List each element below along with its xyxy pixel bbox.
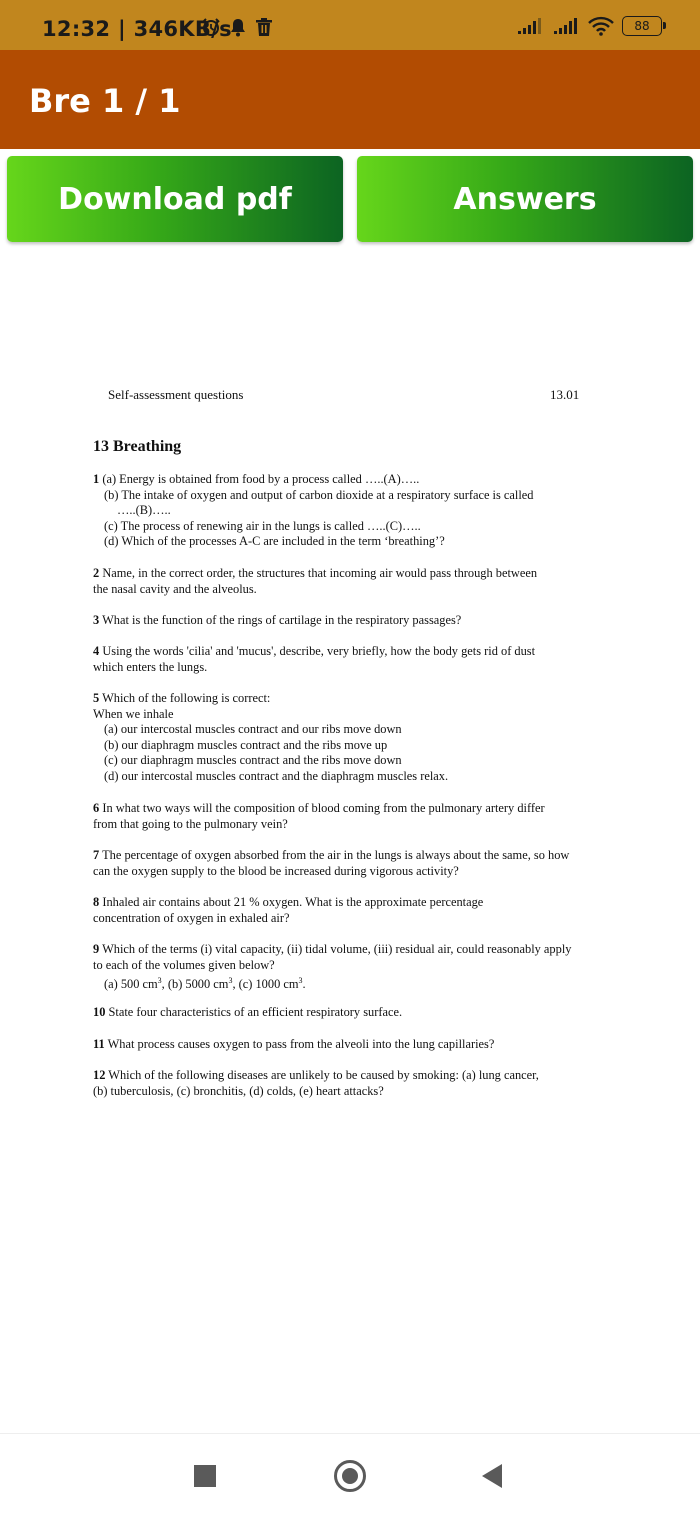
wifi-icon	[588, 16, 614, 36]
superscript: 3	[228, 976, 233, 986]
punctuation: .	[302, 977, 306, 992]
question-text: which enters the lungs.	[93, 659, 208, 674]
trash-icon	[255, 17, 273, 37]
app-bar	[0, 50, 700, 149]
superscript: 3	[298, 976, 303, 986]
status-time: 12:32 | 346KB/s	[42, 17, 232, 41]
question-text: (d) our intercostal muscles contract and the diaphragm muscles relax.	[104, 768, 449, 783]
question-text: (c) our diaphragm muscles contract and the ribs move down	[104, 753, 402, 768]
question-text: the nasal cavity and the alveolus.	[93, 581, 257, 596]
pdf-page[interactable]	[0, 250, 700, 1430]
question-number: 8	[93, 895, 100, 909]
home-circle-icon[interactable]	[334, 1460, 366, 1492]
question-3	[93, 613, 628, 629]
question-9	[93, 942, 628, 993]
volume-a: (a) 500 cm	[104, 977, 158, 992]
question-number: 11	[93, 1037, 105, 1051]
question-number: 6	[93, 801, 100, 815]
question-number: 5	[93, 691, 100, 705]
question-11	[93, 1037, 628, 1053]
question-text: concentration of oxygen in exhaled air?	[93, 910, 290, 925]
answers-button[interactable]	[357, 156, 693, 242]
question-text: Which of the terms (i) vital capacity, (ii) tidal volume, (iii) residual air, could reasonably apply	[102, 942, 572, 956]
question-number: 1	[93, 472, 100, 486]
question-number: 10	[93, 1005, 106, 1019]
signal-icon	[552, 17, 580, 35]
doc-header-right: 13.01	[550, 387, 580, 402]
question-text: What is the function of the rings of cartilage in the respiratory passages?	[102, 613, 462, 627]
question-text: to each of the volumes given below?	[93, 957, 275, 972]
question-text: Inhaled air contains about 21 % oxygen. What is the approximate percentage	[102, 895, 484, 909]
question-number: 7	[93, 848, 100, 862]
question-text: (b) our diaphragm muscles contract and the ribs move up	[104, 737, 388, 752]
download-pdf-label: Download pdf	[58, 181, 292, 217]
question-text: (d) Which of the processes A-C are included in the term ‘breathing’?	[104, 534, 445, 549]
superscript: 3	[157, 976, 162, 986]
status-icons-left	[201, 17, 273, 37]
answers-label: Answers	[453, 181, 597, 217]
question-text: …..(B)…..	[117, 503, 171, 518]
question-text: (b) tuberculosis, (c) bronchitis, (d) colds, (e) heart attacks?	[93, 1083, 384, 1098]
volume-b: , (b) 5000 cm	[161, 977, 229, 992]
question-text: (a) Energy is obtained from food by a process called …..(A)…..	[102, 472, 420, 486]
question-text: (a) our intercostal muscles contract and our ribs move down	[104, 722, 402, 737]
status-bar	[0, 0, 700, 50]
doc-header-left: Self-assessment questions	[108, 387, 244, 402]
status-network-speed: 346KB/s	[133, 17, 232, 41]
question-text: When we inhale	[93, 706, 174, 721]
question-text: from that going to the pulmonary vein?	[93, 816, 288, 831]
question-text: Using the words 'cilia' and 'mucus', describe, very briefly, how the body gets rid of dust	[102, 644, 536, 658]
question-4	[93, 644, 628, 675]
signal-icon	[516, 17, 544, 35]
question-12	[93, 1068, 628, 1099]
volume-c: , (c) 1000 cm	[232, 977, 299, 992]
question-text: (c) The process of renewing air in the lungs is called …..(C)…..	[104, 518, 421, 533]
question-10	[93, 1005, 628, 1021]
status-icons-right	[516, 16, 662, 36]
question-text: What process causes oxygen to pass from the alveoli into the lung capillaries?	[107, 1037, 495, 1051]
question-text: State four characteristics of an efficient respiratory surface.	[108, 1005, 403, 1019]
battery-icon	[622, 16, 662, 36]
question-1	[93, 472, 628, 550]
bell-icon	[229, 17, 247, 37]
question-number: 2	[93, 566, 100, 580]
question-text: can the oxygen supply to the blood be increased during vigorous activity?	[93, 863, 459, 878]
question-text: The percentage of oxygen absorbed from the air in the lungs is always about the same, so how	[102, 848, 570, 862]
question-number: 12	[93, 1068, 106, 1082]
alarm-icon	[201, 17, 221, 37]
question-text	[93, 973, 628, 993]
system-nav-bar	[0, 1433, 700, 1518]
question-5	[93, 691, 628, 785]
question-text: (b) The intake of oxygen and output of carbon dioxide at a respiratory surface is called	[104, 487, 534, 502]
download-pdf-button[interactable]	[7, 156, 343, 242]
question-2	[93, 566, 628, 597]
question-number: 9	[93, 942, 100, 956]
question-8	[93, 895, 628, 926]
question-7	[93, 848, 628, 879]
question-6	[93, 801, 628, 832]
question-number: 4	[93, 644, 100, 658]
battery-level: 88	[634, 19, 650, 33]
status-clock: 12:32	[42, 17, 111, 41]
doc-title: 13 Breathing	[93, 438, 182, 455]
question-text: Which of the following is correct:	[102, 691, 271, 705]
question-text: In what two ways will the composition of blood coming from the pulmonary artery differ	[102, 801, 545, 815]
back-triangle-icon[interactable]	[482, 1464, 502, 1488]
page-title: Bre 1 / 1	[29, 82, 181, 120]
recents-square-icon[interactable]	[194, 1465, 216, 1487]
question-number: 3	[93, 613, 100, 627]
question-text: Name, in the correct order, the structures that incoming air would pass through between	[102, 566, 538, 580]
question-text: Which of the following diseases are unlikely to be caused by smoking: (a) lung cancer,	[108, 1068, 539, 1082]
